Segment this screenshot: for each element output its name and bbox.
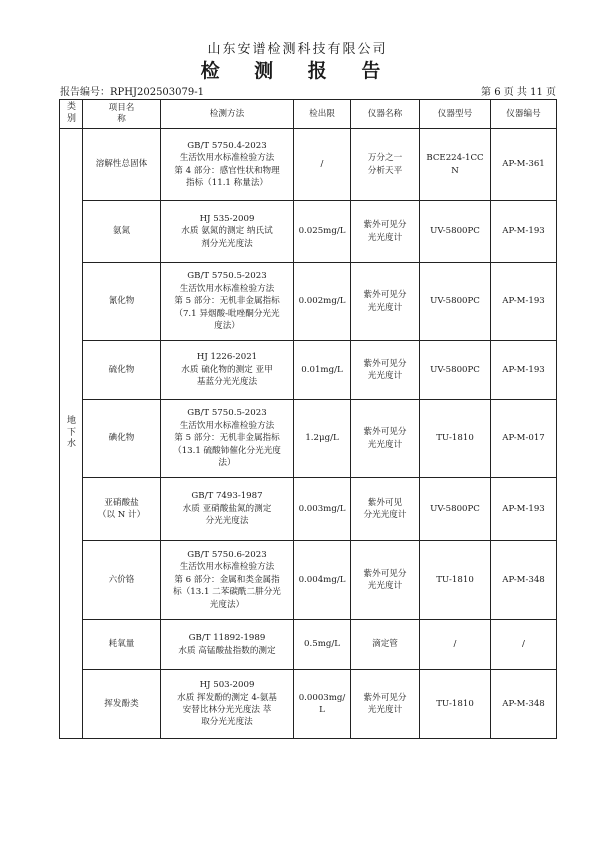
instrument-id: AP-M-193: [491, 201, 557, 263]
detection-limit: 1.2μg/L: [294, 400, 351, 478]
detection-limit: 0.5mg/L: [294, 620, 351, 670]
header-method: 检测方法: [161, 100, 294, 129]
company-name: 山东安谱检测科技有限公司: [207, 42, 388, 57]
instrument-model: UV-5800PC: [420, 201, 491, 263]
test-method: GB/T 5750.4-2023 生活饮用水标准检验方法 第 4 部分：感官性状和物理 指标（11.1 称量法）: [161, 129, 294, 201]
category-cell: 地下水: [60, 129, 83, 739]
header-instrument-name: 仪器名称: [351, 100, 420, 129]
instrument-id: AP-M-193: [491, 263, 557, 341]
test-methods-table: [59, 99, 557, 739]
table-row: [60, 400, 557, 478]
item-name: 亚硝酸盐 （以 N 计）: [83, 478, 161, 541]
test-method: HJ 503-2009 水质 挥发酚的测定 4-氨基 安替比林分光光度法 萃 取分光光度法: [161, 670, 294, 739]
instrument-name: 紫外可见分 光光度计: [351, 263, 420, 341]
report-number: 报告编号：RPHJ202503079-1: [60, 87, 204, 98]
detection-limit: 0.01mg/L: [294, 341, 351, 400]
item-name: 氨氮: [83, 201, 161, 263]
item-name: 氰化物: [83, 263, 161, 341]
item-name: 碘化物: [83, 400, 161, 478]
instrument-id: AP-M-361: [491, 129, 557, 201]
instrument-model: /: [420, 620, 491, 670]
instrument-model: TU-1810: [420, 400, 491, 478]
instrument-model: UV-5800PC: [420, 341, 491, 400]
instrument-id: AP-M-348: [491, 670, 557, 739]
instrument-name: 滴定管: [351, 620, 420, 670]
header-instrument-model: 仪器型号: [420, 100, 491, 129]
item-name: 硫化物: [83, 341, 161, 400]
test-method: HJ 1226-2021 水质 硫化物的测定 亚甲 基蓝分光光度法: [161, 341, 294, 400]
item-name: 溶解性总固体: [83, 129, 161, 201]
header-instrument-id: 仪器编号: [491, 100, 557, 129]
detection-limit: 0.0003mg/ L: [294, 670, 351, 739]
instrument-model: UV-5800PC: [420, 478, 491, 541]
header-category: 类别: [60, 100, 83, 129]
instrument-id: AP-M-348: [491, 541, 557, 620]
detection-limit: /: [294, 129, 351, 201]
instrument-name: 紫外可见分 光光度计: [351, 670, 420, 739]
instrument-id: /: [491, 620, 557, 670]
detection-limit: 0.002mg/L: [294, 263, 351, 341]
table-row: [60, 670, 557, 739]
instrument-name: 紫外可见分 光光度计: [351, 201, 420, 263]
page-indicator: 第 6 页 共 11 页: [481, 87, 556, 98]
item-name: 耗氧量: [83, 620, 161, 670]
instrument-model: UV-5800PC: [420, 263, 491, 341]
table-row: [60, 129, 557, 201]
table-header-row: [60, 100, 557, 129]
detection-limit: 0.004mg/L: [294, 541, 351, 620]
table-row: [60, 201, 557, 263]
instrument-id: AP-M-193: [491, 341, 557, 400]
test-method: GB/T 5750.5-2023 生活饮用水标准检验方法 第 5 部分：无机非金属指标 （13.1 硫酸铈催化分光光度 法）: [161, 400, 294, 478]
test-method: GB/T 5750.6-2023 生活饮用水标准检验方法 第 6 部分：金属和类金属指 标（13.1 二苯碳酰二肼分光 光度法）: [161, 541, 294, 620]
item-name: 挥发酚类: [83, 670, 161, 739]
report-title: 检 测 报 告: [200, 60, 395, 82]
test-method: HJ 535-2009 水质 氨氮的测定 纳氏试 剂分光光度法: [161, 201, 294, 263]
detection-limit: 0.003mg/L: [294, 478, 351, 541]
table-row: [60, 263, 557, 341]
table-row: [60, 478, 557, 541]
instrument-name: 紫外可见 分光光度计: [351, 478, 420, 541]
instrument-name: 万分之一 分析天平: [351, 129, 420, 201]
table-row: [60, 341, 557, 400]
instrument-id: AP-M-193: [491, 478, 557, 541]
test-method: GB/T 11892-1989 水质 高锰酸盐指数的测定: [161, 620, 294, 670]
detection-limit: 0.025mg/L: [294, 201, 351, 263]
instrument-name: 紫外可见分 光光度计: [351, 341, 420, 400]
instrument-name: 紫外可见分 光光度计: [351, 541, 420, 620]
test-method: GB/T 5750.5-2023 生活饮用水标准检验方法 第 5 部分：无机非金属指标 （7.1 异烟酸-吡唑酮分光光 度法）: [161, 263, 294, 341]
instrument-model: BCE224-1CC N: [420, 129, 491, 201]
item-name: 六价铬: [83, 541, 161, 620]
instrument-model: TU-1810: [420, 541, 491, 620]
test-method: GB/T 7493-1987 水质 亚硝酸盐氮的测定 分光光度法: [161, 478, 294, 541]
table-row: [60, 541, 557, 620]
header-limit: 检出限: [294, 100, 351, 129]
header-item: 项目名称: [83, 100, 161, 129]
instrument-id: AP-M-017: [491, 400, 557, 478]
table-row: [60, 620, 557, 670]
instrument-name: 紫外可见分 光光度计: [351, 400, 420, 478]
instrument-model: TU-1810: [420, 670, 491, 739]
